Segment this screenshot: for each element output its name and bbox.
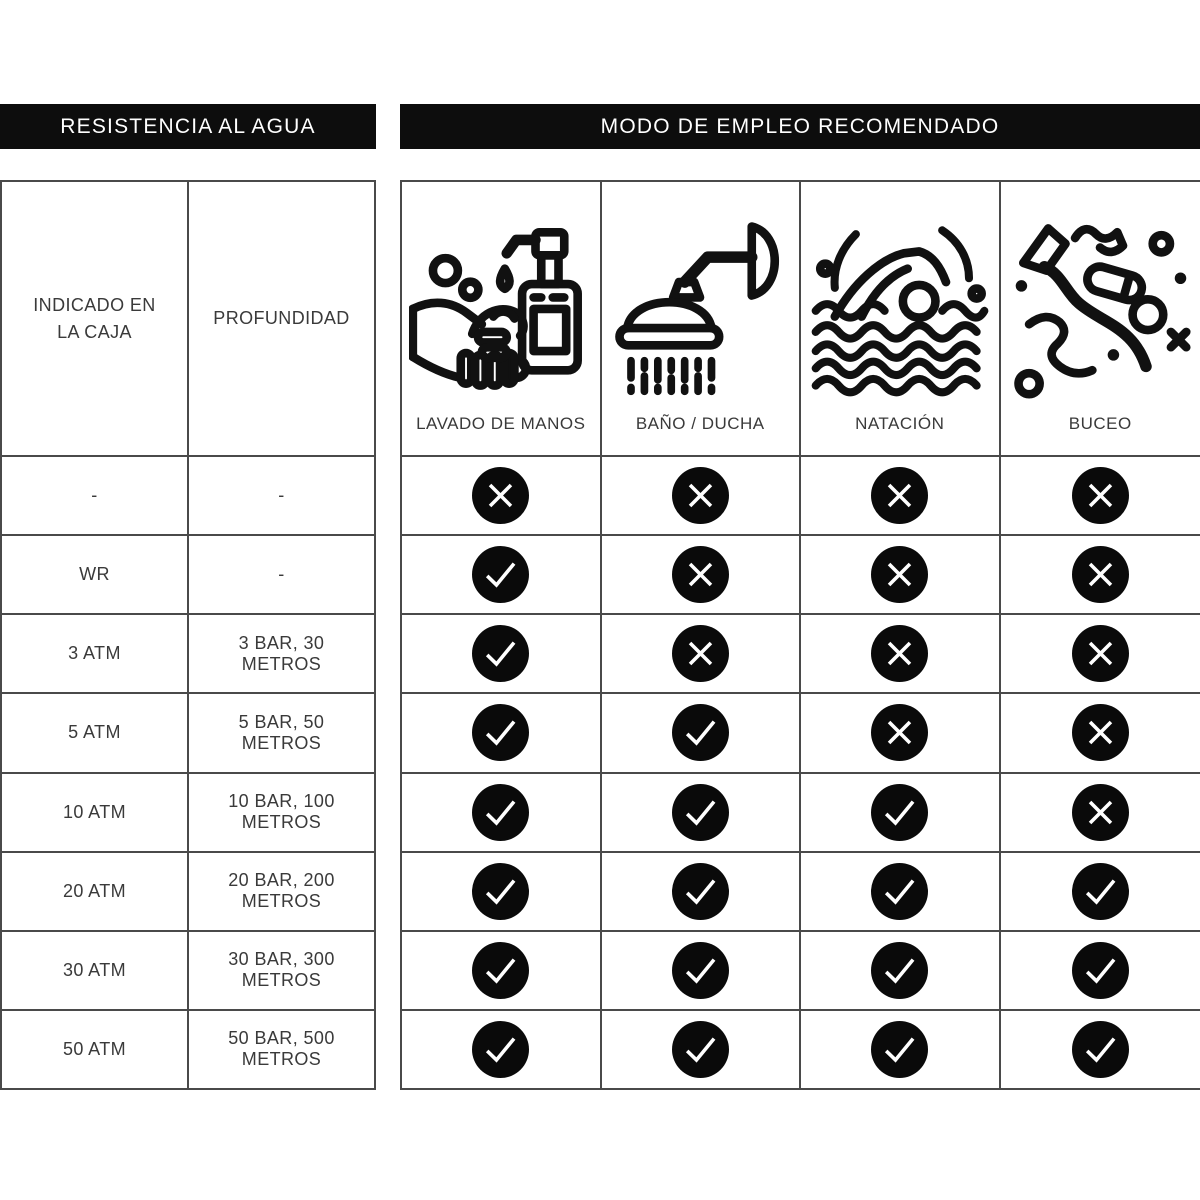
shower-icon xyxy=(608,215,792,399)
mark-circle xyxy=(472,546,529,603)
depth-value: 5 BAR, 50 METROS xyxy=(238,711,325,753)
usage-mark-cell xyxy=(1001,774,1200,853)
usage-mark-cell xyxy=(402,694,602,773)
depth-cell xyxy=(189,615,376,694)
water-resistance-table xyxy=(0,180,376,1090)
usage-table xyxy=(400,180,1200,1090)
usage-mark-cell xyxy=(1001,457,1200,536)
mark-circle xyxy=(871,546,928,603)
depth-cell xyxy=(189,774,376,853)
mark-circle xyxy=(871,625,928,682)
depth-value: - xyxy=(278,485,285,506)
usage-mark-cell xyxy=(1001,615,1200,694)
usage-mark-cell xyxy=(801,536,1001,615)
usage-mark-cell xyxy=(402,536,602,615)
mark-circle xyxy=(1072,467,1129,524)
mark-circle xyxy=(1072,863,1129,920)
scuba-diver-icon xyxy=(1008,215,1192,399)
box-cell xyxy=(2,1011,189,1090)
box-cell xyxy=(2,615,189,694)
usage-mark-cell xyxy=(1001,536,1200,615)
box-value: 20 ATM xyxy=(62,880,127,901)
usage-mark-cell xyxy=(402,615,602,694)
usage-mark-cell xyxy=(402,774,602,853)
box-value: 3 ATM xyxy=(68,643,121,664)
usage-mark-cell xyxy=(602,457,802,536)
usage-header-label: NATACIÓN xyxy=(855,414,945,433)
mark-circle xyxy=(1072,784,1129,841)
left-banner xyxy=(0,104,376,149)
depth-cell xyxy=(189,457,376,536)
usage-mark-cell xyxy=(602,932,802,1011)
mark-circle xyxy=(871,784,928,841)
washing-hands-icon xyxy=(409,215,593,399)
column-header-profundidad xyxy=(189,182,376,457)
mark-circle xyxy=(672,546,729,603)
box-value: 10 ATM xyxy=(62,801,127,822)
mark-circle xyxy=(472,784,529,841)
box-value: 50 ATM xyxy=(62,1038,127,1059)
usage-mark-cell xyxy=(1001,1011,1200,1090)
depth-value: 30 BAR, 300 METROS xyxy=(228,949,335,991)
usage-mark-cell xyxy=(602,694,802,773)
mark-circle xyxy=(1072,942,1129,999)
usage-header-lavado xyxy=(402,182,602,457)
mark-circle xyxy=(1072,1021,1129,1078)
mark-circle xyxy=(871,704,928,761)
mark-circle xyxy=(871,1021,928,1078)
usage-mark-cell xyxy=(602,774,802,853)
usage-header-label: BUCEO xyxy=(1068,414,1132,433)
mark-circle xyxy=(672,467,729,524)
usage-header-ducha xyxy=(602,182,802,457)
mark-circle xyxy=(1072,704,1129,761)
mark-circle xyxy=(672,942,729,999)
mark-circle xyxy=(472,467,529,524)
swimmer-icon xyxy=(808,215,992,399)
box-cell xyxy=(2,457,189,536)
column-header-indicado-label: INDICADO EN LA CAJA xyxy=(33,295,156,342)
mark-circle xyxy=(672,1021,729,1078)
depth-value: 3 BAR, 30 METROS xyxy=(238,632,325,674)
column-header-profundidad-label: PROFUNDIDAD xyxy=(213,308,350,329)
mark-circle xyxy=(472,863,529,920)
usage-mark-cell xyxy=(602,1011,802,1090)
mark-circle xyxy=(672,784,729,841)
mark-circle xyxy=(472,942,529,999)
depth-value: 50 BAR, 500 METROS xyxy=(228,1028,335,1070)
box-cell xyxy=(2,536,189,615)
mark-circle xyxy=(1072,625,1129,682)
mark-circle xyxy=(672,704,729,761)
mark-circle xyxy=(871,863,928,920)
usage-mark-cell xyxy=(602,853,802,932)
usage-header-buceo xyxy=(1001,182,1200,457)
usage-mark-cell xyxy=(402,457,602,536)
usage-mark-cell xyxy=(801,853,1001,932)
mark-circle xyxy=(672,625,729,682)
mark-circle xyxy=(672,863,729,920)
usage-mark-cell xyxy=(801,774,1001,853)
usage-mark-cell xyxy=(602,536,802,615)
mark-circle xyxy=(472,1021,529,1078)
usage-mark-cell xyxy=(1001,932,1200,1011)
mark-circle xyxy=(871,467,928,524)
right-banner-title: MODO DE EMPLEO RECOMENDADO xyxy=(600,114,1000,138)
usage-mark-cell xyxy=(1001,694,1200,773)
usage-mark-cell xyxy=(801,932,1001,1011)
usage-header-natacion xyxy=(801,182,1001,457)
box-cell xyxy=(2,932,189,1011)
box-cell xyxy=(2,694,189,773)
depth-value: 20 BAR, 200 METROS xyxy=(228,870,335,912)
usage-mark-cell xyxy=(402,1011,602,1090)
left-banner-title: RESISTENCIA AL AGUA xyxy=(60,114,316,138)
usage-mark-cell xyxy=(801,457,1001,536)
box-cell xyxy=(2,853,189,932)
depth-value: 10 BAR, 100 METROS xyxy=(228,791,335,833)
usage-header-label: BAÑO / DUCHA xyxy=(635,414,765,433)
depth-cell xyxy=(189,694,376,773)
usage-header-label: LAVADO DE MANOS xyxy=(416,414,586,433)
usage-mark-cell xyxy=(402,932,602,1011)
usage-mark-cell xyxy=(402,853,602,932)
mark-circle xyxy=(472,625,529,682)
depth-cell xyxy=(189,853,376,932)
box-value: - xyxy=(91,485,98,506)
right-banner xyxy=(400,104,1200,149)
box-value: 5 ATM xyxy=(68,722,121,743)
depth-cell xyxy=(189,1011,376,1090)
box-value: WR xyxy=(79,564,110,585)
box-cell xyxy=(2,774,189,853)
column-header-indicado xyxy=(2,182,189,457)
mark-circle xyxy=(871,942,928,999)
usage-mark-cell xyxy=(801,1011,1001,1090)
depth-cell xyxy=(189,932,376,1011)
usage-mark-cell xyxy=(801,615,1001,694)
mark-circle xyxy=(1072,546,1129,603)
usage-mark-cell xyxy=(602,615,802,694)
depth-value: - xyxy=(278,564,285,585)
mark-circle xyxy=(472,704,529,761)
usage-mark-cell xyxy=(1001,853,1200,932)
box-value: 30 ATM xyxy=(62,959,127,980)
usage-mark-cell xyxy=(801,694,1001,773)
depth-cell xyxy=(189,536,376,615)
